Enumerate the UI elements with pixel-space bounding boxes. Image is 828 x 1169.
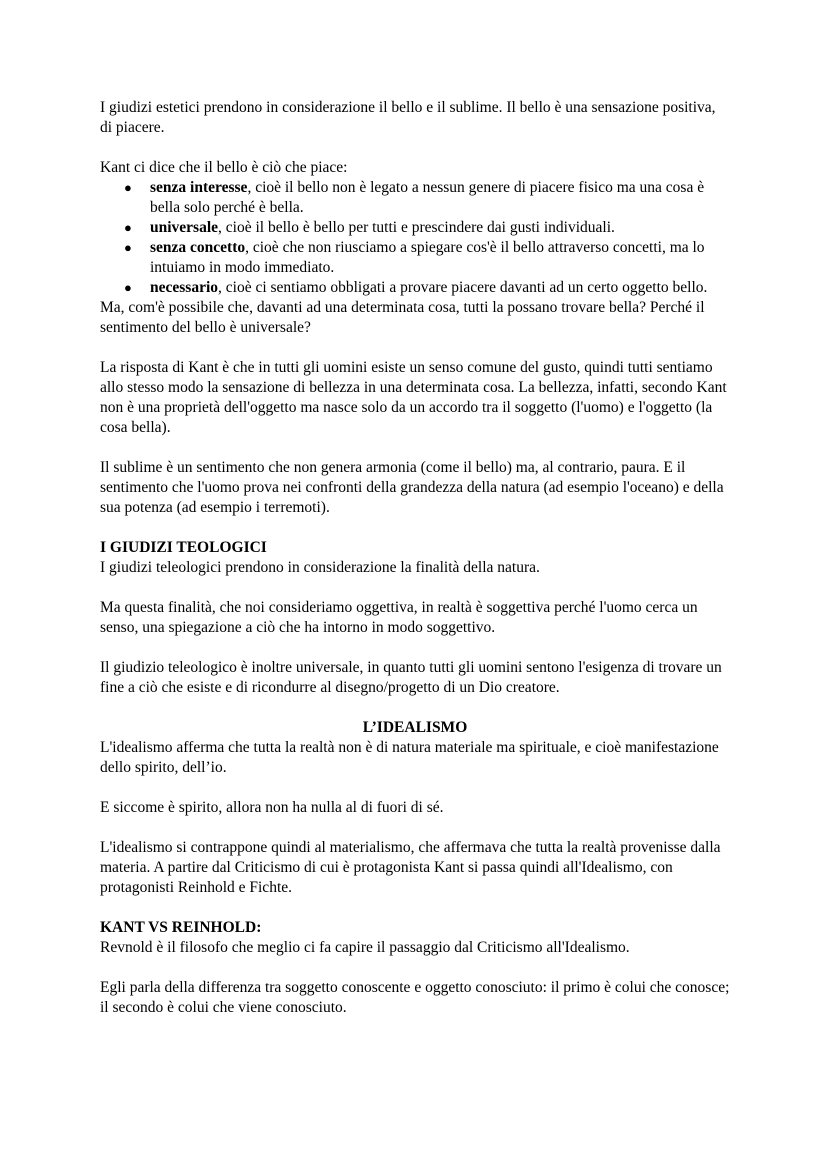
bullet-icon: ●: [124, 220, 132, 235]
list-item-term: senza interesse: [150, 179, 248, 196]
heading-idealismo: L’IDEALISMO: [362, 719, 468, 736]
list-item: [100, 238, 730, 278]
paragraph-materialismo: L'idealismo si contrappone quindi al materialismo, che affermava che tutta la realtà provenisse dalla materia. A partire dal Criticismo di cui è protagonista Kant si passa quindi all'Idealismo, con protagonisti Reinhold e Fichte.: [100, 839, 721, 896]
paragraph-soggetto-oggetto: Egli parla della differenza tra soggetto conoscente e oggetto conosciuto: il primo è colui che conosce; il secondo è colui che viene conosciuto.: [100, 979, 730, 1016]
paragraph-giudizi-estetici: I giudizi estetici prendono in considerazione il bello e il sublime. Il bello è una sensazione positiva, di piacere.: [100, 99, 716, 136]
paragraph-kant-bello: Kant ci dice che il bello è ciò che piace:: [100, 159, 348, 176]
list-item-term: senza concetto: [150, 239, 246, 256]
list-item-text: , cioè ci sentiamo obbligati a provare piacere davanti ad un certo oggetto bello.: [218, 279, 708, 296]
bello-properties-list: [100, 178, 730, 298]
paragraph-giudizi-teleologici: I giudizi teleologici prendono in considerazione la finalità della natura.: [100, 559, 540, 576]
list-item: [100, 178, 730, 218]
paragraph-sublime: Il sublime è un sentimento che non genera armonia (come il bello) ma, al contrario, paura. E il sentimento che l'uomo prova nei confronti della grandezza della natura (ad esempio l'oceano) e della sua potenza (ad esempio i terremoti).: [100, 459, 724, 516]
paragraph-finalita: Ma questa finalità, che noi consideriamo oggettiva, in realtà è soggettiva perché l'uomo cerca un senso, una spiegazione a ciò che ha intorno in modo soggettivo.: [100, 599, 698, 636]
list-item-text: , cioè il bello non è legato a nessun genere di piacere fisico ma una cosa è bella solo perché è bella.: [150, 179, 705, 216]
list-item-text: , cioè che non riusciamo a spiegare cos'è il bello attraverso concetti, ma lo intuiamo in modo immediato.: [150, 239, 705, 276]
list-item-text: , cioè il bello è bello per tutti e prescindere dai gusti individuali.: [218, 219, 615, 236]
heading-giudizi-teologici: I GIUDIZI TEOLOGICI: [100, 539, 267, 556]
list-item: [100, 278, 730, 298]
paragraph-idealismo: L'idealismo afferma che tutta la realtà non è di natura materiale ma spirituale, e cioè manifestazione dello spirito, dell’io.: [100, 739, 719, 776]
list-item-term: universale: [150, 219, 219, 236]
bullet-icon: ●: [124, 240, 132, 255]
bullet-icon: ●: [124, 280, 132, 295]
paragraph-spirito: E siccome è spirito, allora non ha nulla al di fuori di sé.: [100, 799, 444, 816]
paragraph-revnold: Revnold è il filosofo che meglio ci fa capire il passaggio dal Criticismo all'Idealismo.: [100, 939, 630, 956]
document-body: [100, 98, 730, 1018]
heading-kant-vs-reinhold: KANT VS REINHOLD:: [100, 919, 262, 936]
paragraph-domanda: Ma, com'è possibile che, davanti ad una determinata cosa, tutti la possano trovare bella? Perché il sentimento del bello è universale?: [100, 299, 705, 336]
list-item-term: necessario: [150, 279, 219, 296]
list-item: [100, 218, 730, 238]
paragraph-giudizio-universale: Il giudizio teleologico è inoltre universale, in quanto tutti gli uomini sentono l'esigenza di trovare un fine a ciò che esiste e di ricondurre al disegno/progetto di un Dio creatore.: [100, 659, 722, 696]
paragraph-risposta-kant: La risposta di Kant è che in tutti gli uomini esiste un senso comune del gusto, quindi tutti sentiamo allo stesso modo la sensazione di bellezza in una determinata cosa. La bellezza, infatti, secondo Kant non è una proprietà dell'oggetto ma nasce solo da un accordo tra il soggetto (l'uomo) e l'oggetto (la cosa bella).: [100, 359, 727, 436]
bullet-icon: ●: [124, 180, 132, 195]
